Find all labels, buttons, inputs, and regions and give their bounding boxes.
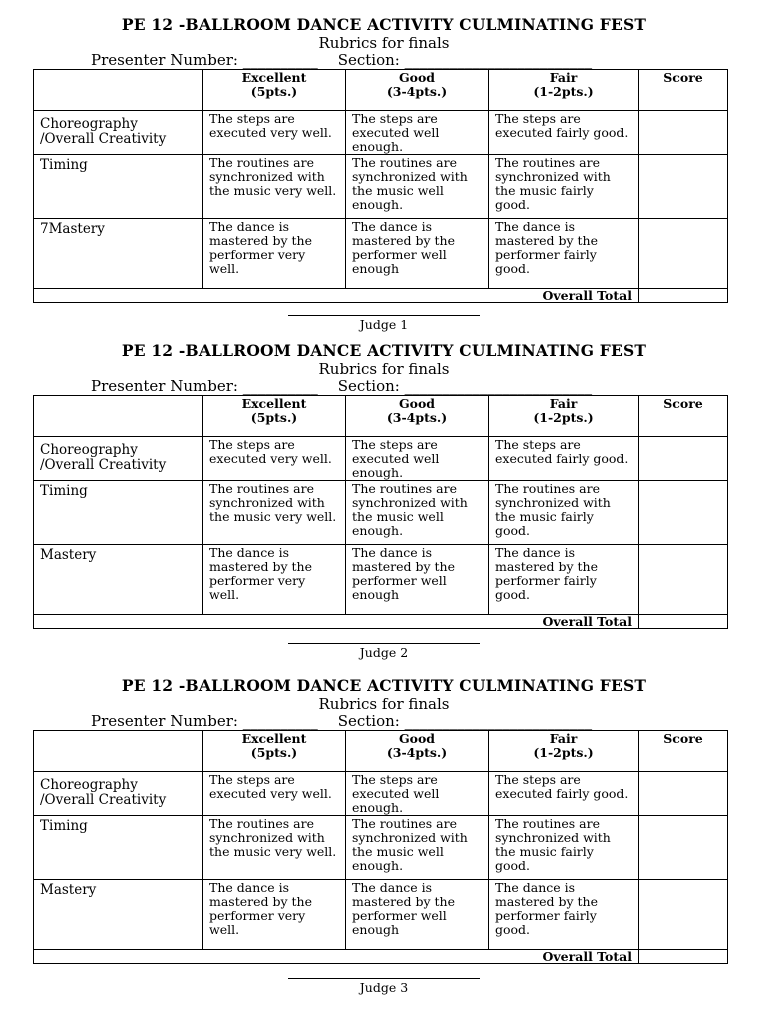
form-title: PE 12 -BALLROOM DANCE ACTIVITY CULMINATING FEST — [121, 15, 647, 34]
rubric-table — [33, 730, 728, 964]
good-header: Good (3-4pts.) — [346, 70, 489, 111]
excellent-cell: The dance is mastered by the performer very well. — [203, 880, 346, 950]
table-row — [34, 816, 728, 880]
presenter-section-line — [91, 377, 592, 395]
excellent-cell: The routines are synchronized with the music very well. — [203, 481, 346, 545]
presenter-number-label: Presenter Number: __________ — [91, 712, 318, 730]
section-label: Section: _________________________ — [337, 51, 593, 69]
criterion-header — [34, 70, 203, 111]
table-row — [34, 880, 728, 950]
fair-cell: The dance is mastered by the performer fairly good. — [489, 219, 639, 289]
judge-signature-line — [288, 315, 480, 316]
good-cell: The dance is mastered by the performer well enough — [346, 880, 489, 950]
total-row — [34, 289, 728, 303]
overall-total-label: Overall Total — [34, 289, 639, 303]
fair-cell: The routines are synchronized with the music fairly good. — [489, 481, 639, 545]
score-header: Score — [639, 731, 728, 772]
good-header: Good (3-4pts.) — [346, 731, 489, 772]
criterion-cell: Mastery — [34, 545, 203, 615]
criterion-cell: Timing — [34, 481, 203, 545]
total-score-cell[interactable] — [639, 950, 728, 964]
fair-header: Fair (1-2pts.) — [489, 731, 639, 772]
table-row — [34, 155, 728, 219]
fair-cell: The dance is mastered by the performer fairly good. — [489, 545, 639, 615]
score-cell[interactable] — [639, 816, 728, 880]
total-row — [34, 950, 728, 964]
fair-cell: The dance is mastered by the performer fairly good. — [489, 880, 639, 950]
excellent-cell: The steps are executed very well. — [203, 437, 346, 481]
total-score-cell[interactable] — [639, 615, 728, 629]
rubric-table — [33, 395, 728, 629]
total-row — [34, 615, 728, 629]
score-cell[interactable] — [639, 772, 728, 816]
criterion-cell: Timing — [34, 155, 203, 219]
form-title: PE 12 -BALLROOM DANCE ACTIVITY CULMINATING FEST — [121, 341, 647, 360]
header-row — [34, 731, 728, 772]
criterion-cell: Mastery — [34, 880, 203, 950]
good-cell: The dance is mastered by the performer well enough — [346, 545, 489, 615]
criterion-cell: Choreography /Overall Creativity — [34, 437, 203, 481]
fair-header: Fair (1-2pts.) — [489, 396, 639, 437]
table-row — [34, 111, 728, 155]
judge-label: Judge 1 — [359, 317, 409, 332]
criterion-cell: Timing — [34, 816, 203, 880]
good-cell: The routines are synchronized with the music well enough. — [346, 816, 489, 880]
rubric-table — [33, 69, 728, 303]
section-label: Section: _________________________ — [337, 377, 593, 395]
total-score-cell[interactable] — [639, 289, 728, 303]
table-row — [34, 772, 728, 816]
table-row — [34, 437, 728, 481]
excellent-header: Excellent (5pts.) — [203, 731, 346, 772]
score-cell[interactable] — [639, 880, 728, 950]
table-row — [34, 481, 728, 545]
score-cell[interactable] — [639, 545, 728, 615]
good-cell: The steps are executed well enough. — [346, 772, 489, 816]
good-header: Good (3-4pts.) — [346, 396, 489, 437]
score-cell[interactable] — [639, 111, 728, 155]
excellent-cell: The steps are executed very well. — [203, 772, 346, 816]
score-cell[interactable] — [639, 481, 728, 545]
form-subtitle: Rubrics for finals — [318, 695, 450, 713]
section-label: Section: _________________________ — [337, 712, 593, 730]
score-header: Score — [639, 396, 728, 437]
fair-cell: The routines are synchronized with the music fairly good. — [489, 816, 639, 880]
presenter-section-line — [91, 51, 592, 69]
excellent-header: Excellent (5pts.) — [203, 396, 346, 437]
criterion-header — [34, 731, 203, 772]
overall-total-label: Overall Total — [34, 615, 639, 629]
presenter-number-label: Presenter Number: __________ — [91, 51, 318, 69]
presenter-number-label: Presenter Number: __________ — [91, 377, 318, 395]
good-cell: The steps are executed well enough. — [346, 111, 489, 155]
excellent-cell: The dance is mastered by the performer very well. — [203, 545, 346, 615]
form-subtitle: Rubrics for finals — [318, 34, 450, 52]
judge-signature-line — [288, 643, 480, 644]
judge-label: Judge 3 — [359, 980, 409, 995]
criterion-header — [34, 396, 203, 437]
fair-cell: The routines are synchronized with the music fairly good. — [489, 155, 639, 219]
excellent-header: Excellent (5pts.) — [203, 70, 346, 111]
criterion-cell: Choreography /Overall Creativity — [34, 111, 203, 155]
score-cell[interactable] — [639, 219, 728, 289]
overall-total-label: Overall Total — [34, 950, 639, 964]
table-row — [34, 219, 728, 289]
good-cell: The steps are executed well enough. — [346, 437, 489, 481]
score-cell[interactable] — [639, 155, 728, 219]
presenter-section-line — [91, 712, 592, 730]
excellent-cell: The routines are synchronized with the music very well. — [203, 816, 346, 880]
judge-label: Judge 2 — [359, 645, 409, 660]
form-title: PE 12 -BALLROOM DANCE ACTIVITY CULMINATING FEST — [121, 676, 647, 695]
excellent-cell: The dance is mastered by the performer very well. — [203, 219, 346, 289]
form-subtitle: Rubrics for finals — [318, 360, 450, 378]
fair-header: Fair (1-2pts.) — [489, 70, 639, 111]
fair-cell: The steps are executed fairly good. — [489, 437, 639, 481]
fair-cell: The steps are executed fairly good. — [489, 111, 639, 155]
criterion-cell: 7Mastery — [34, 219, 203, 289]
table-row — [34, 545, 728, 615]
header-row — [34, 70, 728, 111]
excellent-cell: The steps are executed very well. — [203, 111, 346, 155]
excellent-cell: The routines are synchronized with the music very well. — [203, 155, 346, 219]
judge-signature-line — [288, 978, 480, 979]
score-cell[interactable] — [639, 437, 728, 481]
criterion-cell: Choreography /Overall Creativity — [34, 772, 203, 816]
score-header: Score — [639, 70, 728, 111]
good-cell: The routines are synchronized with the music well enough. — [346, 155, 489, 219]
good-cell: The dance is mastered by the performer well enough — [346, 219, 489, 289]
good-cell: The routines are synchronized with the music well enough. — [346, 481, 489, 545]
fair-cell: The steps are executed fairly good. — [489, 772, 639, 816]
header-row — [34, 396, 728, 437]
